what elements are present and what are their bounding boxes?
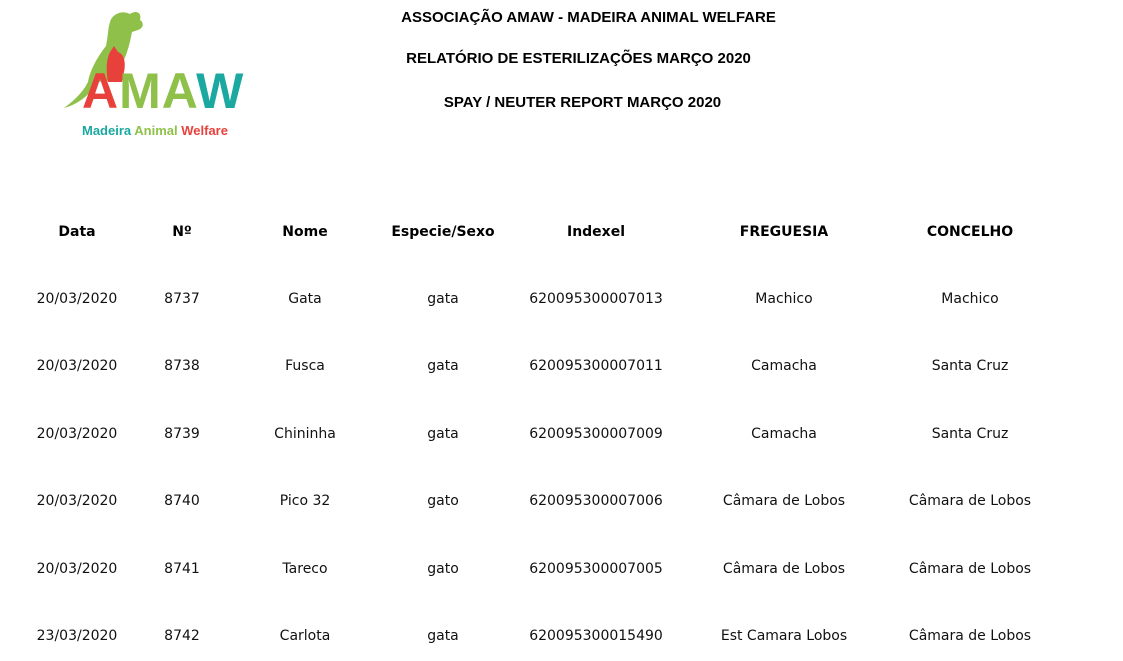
cell-name: Pico 32 <box>279 493 331 509</box>
cell-species-sex: gata <box>427 291 459 307</box>
cell-indexel: 620095300015490 <box>529 628 663 644</box>
cell-indexel: 620095300007006 <box>529 493 663 509</box>
cell-number: 8738 <box>164 358 200 374</box>
column-header-concelho: CONCELHO <box>926 224 1014 240</box>
cell-indexel: 620095300007005 <box>529 561 663 577</box>
cell-number: 8741 <box>164 561 200 577</box>
logo-letter: M <box>119 63 162 119</box>
logo-subtitle-word: Madeira <box>82 123 132 138</box>
column-header-name: Nome <box>282 224 328 240</box>
column-header-species-sex: Especie/Sexo <box>391 224 495 240</box>
cell-date: 20/03/2020 <box>36 291 118 307</box>
cell-date: 20/03/2020 <box>36 426 118 442</box>
cell-concelho: Câmara de Lobos <box>908 628 1032 644</box>
cell-indexel: 620095300007009 <box>529 426 663 442</box>
association-title: ASSOCIAÇÃO AMAW - MADEIRA ANIMAL WELFARE <box>401 9 776 26</box>
cell-concelho: Câmara de Lobos <box>908 493 1032 509</box>
cell-date: 20/03/2020 <box>36 561 118 577</box>
cell-number: 8737 <box>164 291 200 307</box>
cell-species-sex: gata <box>427 426 459 442</box>
cell-concelho: Santa Cruz <box>931 426 1009 442</box>
cell-date: 20/03/2020 <box>36 358 118 374</box>
cell-number: 8742 <box>164 628 200 644</box>
logo-letter: A <box>82 63 120 119</box>
cell-name: Gata <box>288 291 322 307</box>
cell-date: 23/03/2020 <box>36 628 118 644</box>
cell-freguesia: Câmara de Lobos <box>722 561 846 577</box>
logo-subtitle-word: Welfare <box>181 123 228 138</box>
logo-letter: W <box>196 63 245 119</box>
cell-freguesia: Camacha <box>751 426 817 442</box>
cell-number: 8740 <box>164 493 200 509</box>
cell-species-sex: gata <box>427 358 459 374</box>
cell-name: Fusca <box>285 358 325 374</box>
logo-subtitle <box>82 123 228 138</box>
cell-concelho: Machico <box>941 291 999 307</box>
cell-concelho: Câmara de Lobos <box>908 561 1032 577</box>
cell-species-sex: gata <box>427 628 459 644</box>
logo-subtitle-word: Animal <box>134 123 178 138</box>
cell-name: Chininha <box>274 426 336 442</box>
logo-letter: A <box>161 63 197 119</box>
cell-freguesia: Câmara de Lobos <box>722 493 846 509</box>
cell-species-sex: gato <box>427 493 459 509</box>
cell-species-sex: gato <box>427 561 459 577</box>
cell-indexel: 620095300007013 <box>529 291 663 307</box>
column-header-data: Data <box>58 224 96 240</box>
cell-indexel: 620095300007011 <box>529 358 663 374</box>
report-title-pt: RELATÓRIO DE ESTERILIZAÇÕES MARÇO 2020 <box>406 50 751 67</box>
report-title-en: SPAY / NEUTER REPORT MARÇO 2020 <box>443 94 722 111</box>
cell-freguesia: Camacha <box>751 358 817 374</box>
column-header-freguesia: FREGUESIA <box>739 224 829 240</box>
cell-concelho: Santa Cruz <box>931 358 1009 374</box>
column-header-number: Nº <box>172 224 192 240</box>
cell-freguesia: Est Camara Lobos <box>720 628 848 644</box>
cell-date: 20/03/2020 <box>36 493 118 509</box>
cell-name: Tareco <box>282 561 328 577</box>
column-header-indexel: Indexel <box>566 224 626 240</box>
cell-number: 8739 <box>164 426 200 442</box>
amaw-logo <box>52 6 252 142</box>
cell-name: Carlota <box>279 628 331 644</box>
cell-freguesia: Machico <box>755 291 813 307</box>
